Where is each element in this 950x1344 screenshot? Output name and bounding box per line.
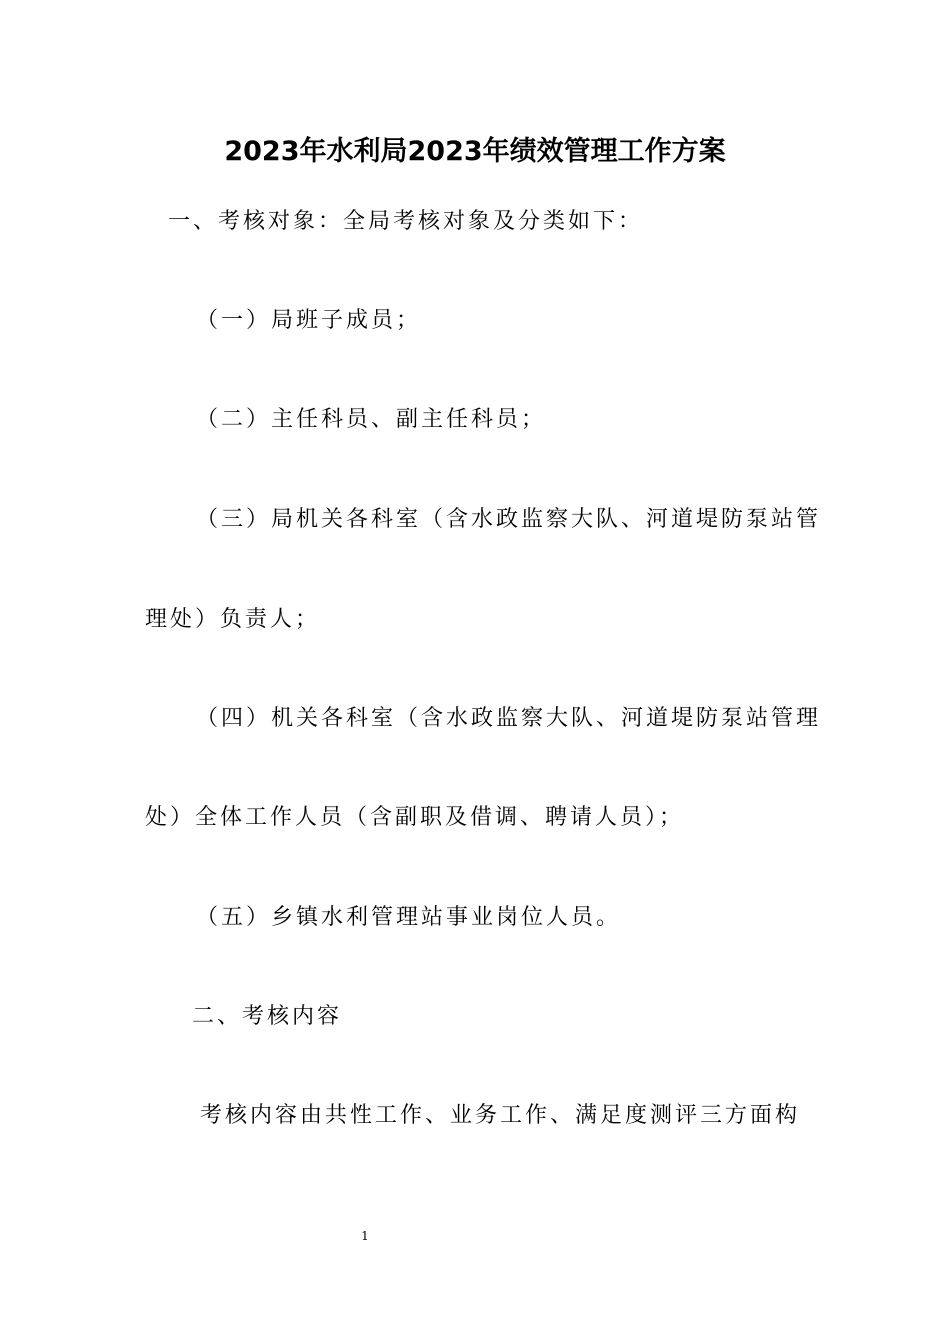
list-item-2: （二）主任科员、副主任科员； (196, 407, 547, 432)
list-item-4-line-1: （四）机关各科室（含水政监察大队、河道堤防泵站管理 (196, 706, 822, 731)
page-number: 1 (361, 1229, 369, 1243)
document-title: 2023年水利局2023年绩效管理工作方案 (224, 136, 726, 167)
list-item-4-line-2: 处）全体工作人员（含副职及借调、聘请人员）； (145, 805, 685, 830)
list-item-5: （五）乡镇水利管理站事业岗位人员。 (196, 905, 622, 930)
list-item-1: （一）局班子成员； (196, 308, 422, 333)
list-item-3-line-1: （三）局机关各科室（含水政监察大队、河道堤防泵站管 (196, 507, 822, 532)
paragraph-content: 考核内容由共性工作、业务工作、满足度测评三方面构 (200, 1103, 801, 1128)
section-heading-assessment-content: 二、考核内容 (192, 1004, 343, 1029)
list-item-3-line-2: 理处）负责人； (145, 607, 321, 632)
section-heading-assessment-targets: 一、考核对象：全局考核对象及分类如下： (168, 209, 644, 234)
